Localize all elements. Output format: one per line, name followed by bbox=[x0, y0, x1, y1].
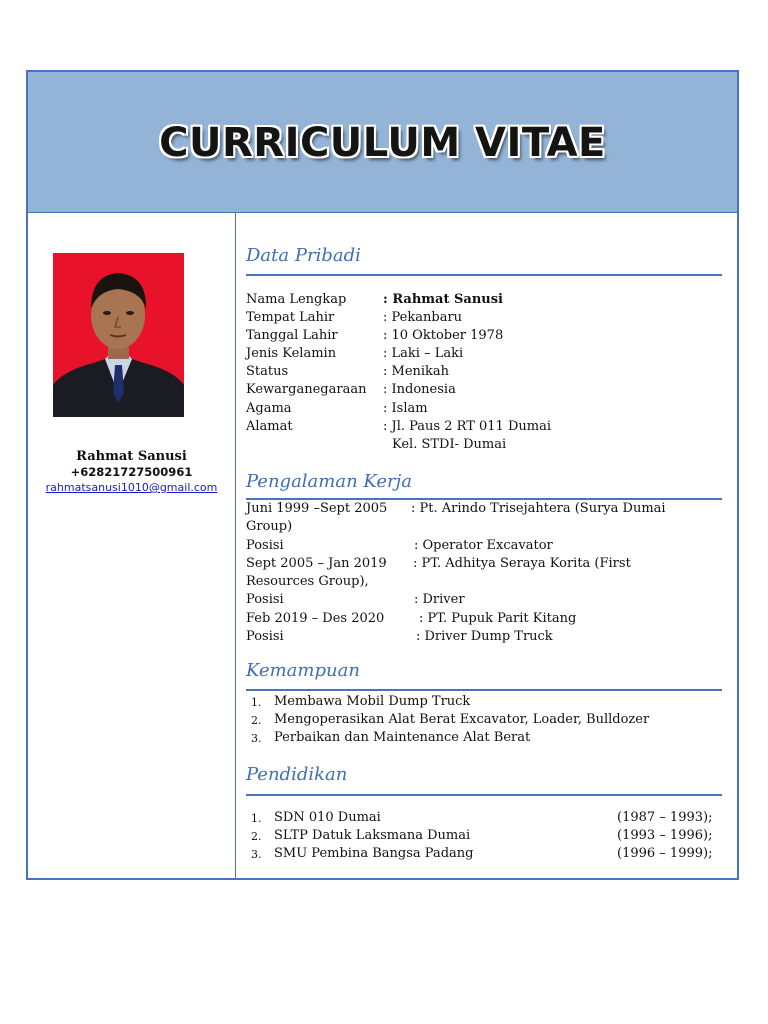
experience-position: : Operator Excavator bbox=[414, 538, 553, 553]
education-school: SDN 010 Dumai bbox=[274, 810, 381, 825]
experience-company: : Pt. Arindo Trisejahtera (Surya Dumai bbox=[411, 501, 666, 516]
education-school: SMU Pembina Bangsa Padang bbox=[274, 846, 474, 861]
experience-position-label: Posisi bbox=[246, 538, 284, 553]
field-value: : Indonesia bbox=[383, 382, 456, 397]
field-value: : Laki – Laki bbox=[383, 346, 464, 361]
skill-number: 1. bbox=[251, 696, 262, 709]
experience-company: : PT. Adhitya Seraya Korita (First bbox=[413, 556, 631, 571]
section-rule bbox=[246, 274, 722, 276]
skill-item: Perbaikan dan Maintenance Alat Berat bbox=[274, 730, 531, 745]
experience-company-cont: Group) bbox=[246, 519, 293, 534]
education-number: 1. bbox=[251, 812, 262, 825]
experience-period: Juni 1999 –Sept 2005 bbox=[246, 501, 388, 516]
profile-email-link[interactable]: rahmatsanusi1010@gmail.com bbox=[45, 481, 218, 494]
experience-position: : Driver bbox=[414, 592, 465, 607]
experience-position: : Driver Dump Truck bbox=[416, 629, 553, 644]
education-years: (1996 – 1999); bbox=[617, 846, 713, 861]
section-title-data-pribadi: Data Pribadi bbox=[246, 245, 361, 266]
page-title: CURRICULUM VITAE bbox=[159, 120, 606, 166]
field-label: Nama Lengkap bbox=[246, 292, 347, 307]
profile-photo bbox=[53, 253, 184, 417]
experience-period: Feb 2019 – Des 2020 bbox=[246, 611, 385, 626]
cv-document bbox=[26, 70, 739, 880]
skill-item: Membawa Mobil Dump Truck bbox=[274, 694, 471, 709]
field-value: : Menikah bbox=[383, 364, 450, 379]
field-label: Tempat Lahir bbox=[246, 310, 335, 325]
profile-phone: +62821727500961 bbox=[70, 465, 193, 479]
field-label: Status bbox=[246, 364, 289, 379]
field-value-name: : Rahmat Sanusi bbox=[383, 292, 503, 307]
field-value: : Pekanbaru bbox=[383, 310, 463, 325]
education-years: (1993 – 1996); bbox=[617, 828, 713, 843]
experience-position-label: Posisi bbox=[246, 592, 284, 607]
experience-company: : PT. Pupuk Parit Kitang bbox=[419, 611, 577, 626]
field-value: : Islam bbox=[383, 401, 428, 416]
education-number: 3. bbox=[251, 848, 262, 861]
field-label: Alamat bbox=[246, 419, 293, 434]
experience-company-cont: Resources Group), bbox=[246, 574, 369, 589]
field-label: Kewarganegaraan bbox=[246, 382, 367, 397]
skill-number: 3. bbox=[251, 732, 262, 745]
section-rule bbox=[246, 794, 722, 796]
section-title-pendidikan: Pendidikan bbox=[246, 764, 348, 785]
column-divider bbox=[235, 212, 236, 878]
education-school: SLTP Datuk Laksmana Dumai bbox=[274, 828, 471, 843]
experience-period: Sept 2005 – Jan 2019 bbox=[246, 556, 387, 571]
profile-name: Rahmat Sanusi bbox=[76, 449, 187, 464]
field-value: : Jl. Paus 2 RT 011 Dumai bbox=[383, 419, 551, 434]
section-title-pengalaman-kerja: Pengalaman Kerja bbox=[246, 471, 412, 492]
address-line-2: Kel. STDI- Dumai bbox=[392, 437, 507, 452]
education-years: (1987 – 1993); bbox=[617, 810, 713, 825]
section-rule bbox=[246, 689, 722, 691]
skill-number: 2. bbox=[251, 714, 262, 727]
field-label: Agama bbox=[246, 401, 292, 416]
section-title-kemampuan: Kemampuan bbox=[246, 660, 360, 681]
field-value: : 10 Oktober 1978 bbox=[383, 328, 504, 343]
title-banner bbox=[28, 72, 737, 213]
experience-position-label: Posisi bbox=[246, 629, 284, 644]
skill-item: Mengoperasikan Alat Berat Excavator, Loader, Bulldozer bbox=[274, 712, 650, 727]
field-label: Tanggal Lahir bbox=[246, 328, 338, 343]
education-number: 2. bbox=[251, 830, 262, 843]
field-label: Jenis Kelamin bbox=[246, 346, 337, 361]
